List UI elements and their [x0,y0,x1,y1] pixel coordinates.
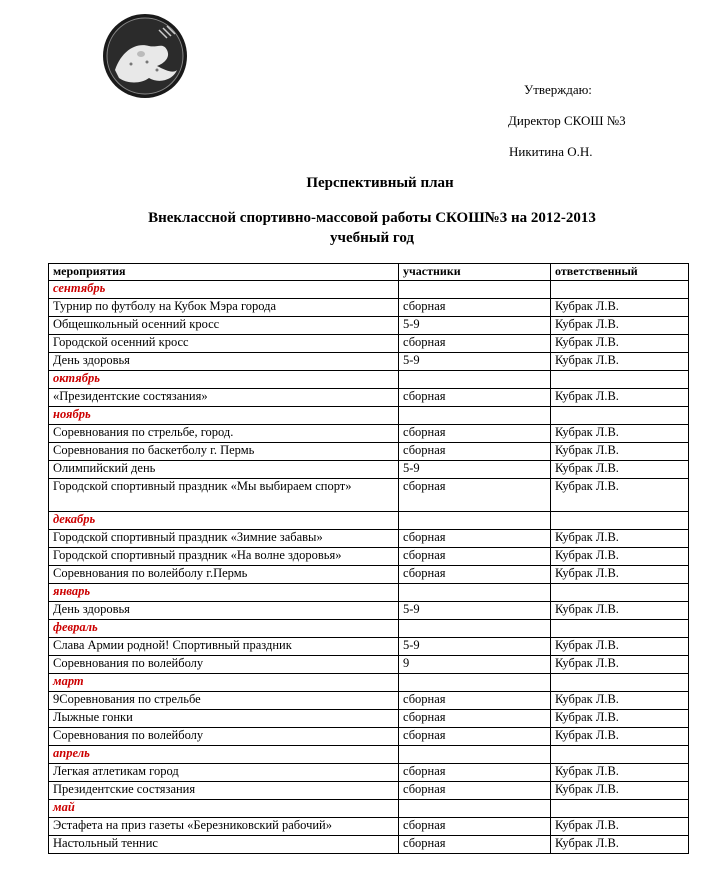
event-cell: Городской спортивный праздник «Мы выбираем спорт» [49,479,399,512]
responsible-cell: Кубрак Л.В. [551,479,689,512]
coin-icon [101,12,189,100]
document-subtitle [18,208,708,248]
responsible-cell: Кубрак Л.В. [551,425,689,443]
empty-cell [551,746,689,764]
event-cell: 9Соревнования по стрельбе [49,692,399,710]
event-cell: Соревнования по баскетболу г. Пермь [49,443,399,461]
responsible-cell: Кубрак Л.В. [551,389,689,407]
subtitle-line-2: учебный год [330,230,414,246]
event-cell: День здоровья [49,353,399,371]
empty-cell [399,281,551,299]
empty-cell [399,407,551,425]
month-row [49,281,689,299]
responsible-cell: Кубрак Л.В. [551,818,689,836]
responsible-cell: Кубрак Л.В. [551,443,689,461]
empty-cell [551,371,689,389]
month-label: январь [49,584,399,602]
responsible-cell: Кубрак Л.В. [551,782,689,800]
empty-cell [551,620,689,638]
participants-cell: сборная [399,548,551,566]
plan-table-body [49,281,689,854]
participants-cell: 5-9 [399,602,551,620]
event-cell: Соревнования по волейболу г.Пермь [49,566,399,584]
empty-cell [551,800,689,818]
participants-cell: сборная [399,764,551,782]
table-row [49,638,689,656]
empty-cell [551,674,689,692]
participants-cell: 5-9 [399,353,551,371]
responsible-cell: Кубрак Л.В. [551,602,689,620]
participants-cell: 5-9 [399,317,551,335]
responsible-cell: Кубрак Л.В. [551,530,689,548]
month-row [49,584,689,602]
event-cell: Городской спортивный праздник «На волне здоровья» [49,548,399,566]
responsible-cell: Кубрак Л.В. [551,710,689,728]
empty-cell [399,512,551,530]
responsible-cell: Кубрак Л.В. [551,548,689,566]
month-row [49,407,689,425]
empty-cell [551,512,689,530]
table-row [49,728,689,746]
month-label: май [49,800,399,818]
participants-cell: сборная [399,443,551,461]
participants-cell: сборная [399,566,551,584]
responsible-cell: Кубрак Л.В. [551,836,689,854]
document-title: Перспективный план [306,175,454,191]
month-label: апрель [49,746,399,764]
event-cell: Эстафета на приз газеты «Березниковский рабочий» [49,818,399,836]
table-row [49,461,689,479]
table-row [49,353,689,371]
empty-cell [399,371,551,389]
participants-cell: сборная [399,782,551,800]
month-row [49,800,689,818]
participants-cell: сборная [399,389,551,407]
table-row [49,692,689,710]
event-cell: Олимпийский день [49,461,399,479]
event-cell: Слава Армии родной! Спортивный праздник [49,638,399,656]
month-label: октябрь [49,371,399,389]
participants-cell: сборная [399,530,551,548]
table-row [49,548,689,566]
participants-cell: сборная [399,728,551,746]
subtitle-line-1: Внеклассной спортивно-массовой работы СКОШ№3 на 2012-2013 [148,210,596,226]
participants-cell: сборная [399,299,551,317]
table-row [49,335,689,353]
empty-cell [399,674,551,692]
snow-leopard-coin-logo [101,12,189,100]
table-row [49,764,689,782]
responsible-cell: Кубрак Л.В. [551,317,689,335]
plan-table [48,263,689,854]
table-row [49,443,689,461]
table-row [49,602,689,620]
participants-cell: 5-9 [399,638,551,656]
participants-cell: сборная [399,836,551,854]
empty-cell [399,584,551,602]
responsible-cell: Кубрак Л.В. [551,764,689,782]
responsible-cell: Кубрак Л.В. [551,638,689,656]
responsible-cell: Кубрак Л.В. [551,335,689,353]
month-row [49,746,689,764]
table-row [49,479,689,512]
participants-cell: сборная [399,479,551,512]
table-row [49,566,689,584]
event-cell: Соревнования по стрельбе, город. [49,425,399,443]
approval-heading: Утверждаю: [524,82,592,97]
month-label: декабрь [49,512,399,530]
event-cell: Общешкольный осенний кросс [49,317,399,335]
empty-cell [399,746,551,764]
month-label: март [49,674,399,692]
table-row [49,836,689,854]
table-row [49,389,689,407]
responsible-cell: Кубрак Л.В. [551,353,689,371]
event-cell: Соревнования по волейболу [49,656,399,674]
event-cell: Турнир по футболу на Кубок Мэра города [49,299,399,317]
event-cell: День здоровья [49,602,399,620]
month-label: ноябрь [49,407,399,425]
event-cell: Лыжные гонки [49,710,399,728]
month-label: сентябрь [49,281,399,299]
event-cell: Городской осенний кросс [49,335,399,353]
event-cell: «Президентские состязания» [49,389,399,407]
header-events: мероприятия [49,264,399,281]
empty-cell [551,281,689,299]
month-row [49,620,689,638]
table-header-row [49,264,689,281]
participants-cell: сборная [399,818,551,836]
table-row [49,425,689,443]
participants-cell: 5-9 [399,461,551,479]
approval-position: Директор СКОШ №3 [508,113,626,128]
month-label: февраль [49,620,399,638]
header-responsible: ответственный [551,264,689,281]
table-row [49,656,689,674]
event-cell: Президентские состязания [49,782,399,800]
table-row [49,317,689,335]
responsible-cell: Кубрак Л.В. [551,692,689,710]
table-row [49,530,689,548]
responsible-cell: Кубрак Л.В. [551,728,689,746]
event-cell: Настольный теннис [49,836,399,854]
empty-cell [399,800,551,818]
event-cell: Соревнования по волейболу [49,728,399,746]
responsible-cell: Кубрак Л.В. [551,461,689,479]
month-row [49,512,689,530]
event-cell: Легкая атлетикам город [49,764,399,782]
empty-cell [551,584,689,602]
table-row [49,299,689,317]
participants-cell: сборная [399,692,551,710]
participants-cell: сборная [399,710,551,728]
participants-cell: сборная [399,425,551,443]
table-row [49,782,689,800]
empty-cell [551,407,689,425]
month-row [49,371,689,389]
header-participants: участники [399,264,551,281]
empty-cell [399,620,551,638]
participants-cell: 9 [399,656,551,674]
responsible-cell: Кубрак Л.В. [551,656,689,674]
table-row [49,818,689,836]
responsible-cell: Кубрак Л.В. [551,299,689,317]
event-cell: Городской спортивный праздник «Зимние забавы» [49,530,399,548]
month-row [49,674,689,692]
participants-cell: сборная [399,335,551,353]
approval-name: Никитина О.Н. [509,144,593,159]
table-row [49,710,689,728]
responsible-cell: Кубрак Л.В. [551,566,689,584]
